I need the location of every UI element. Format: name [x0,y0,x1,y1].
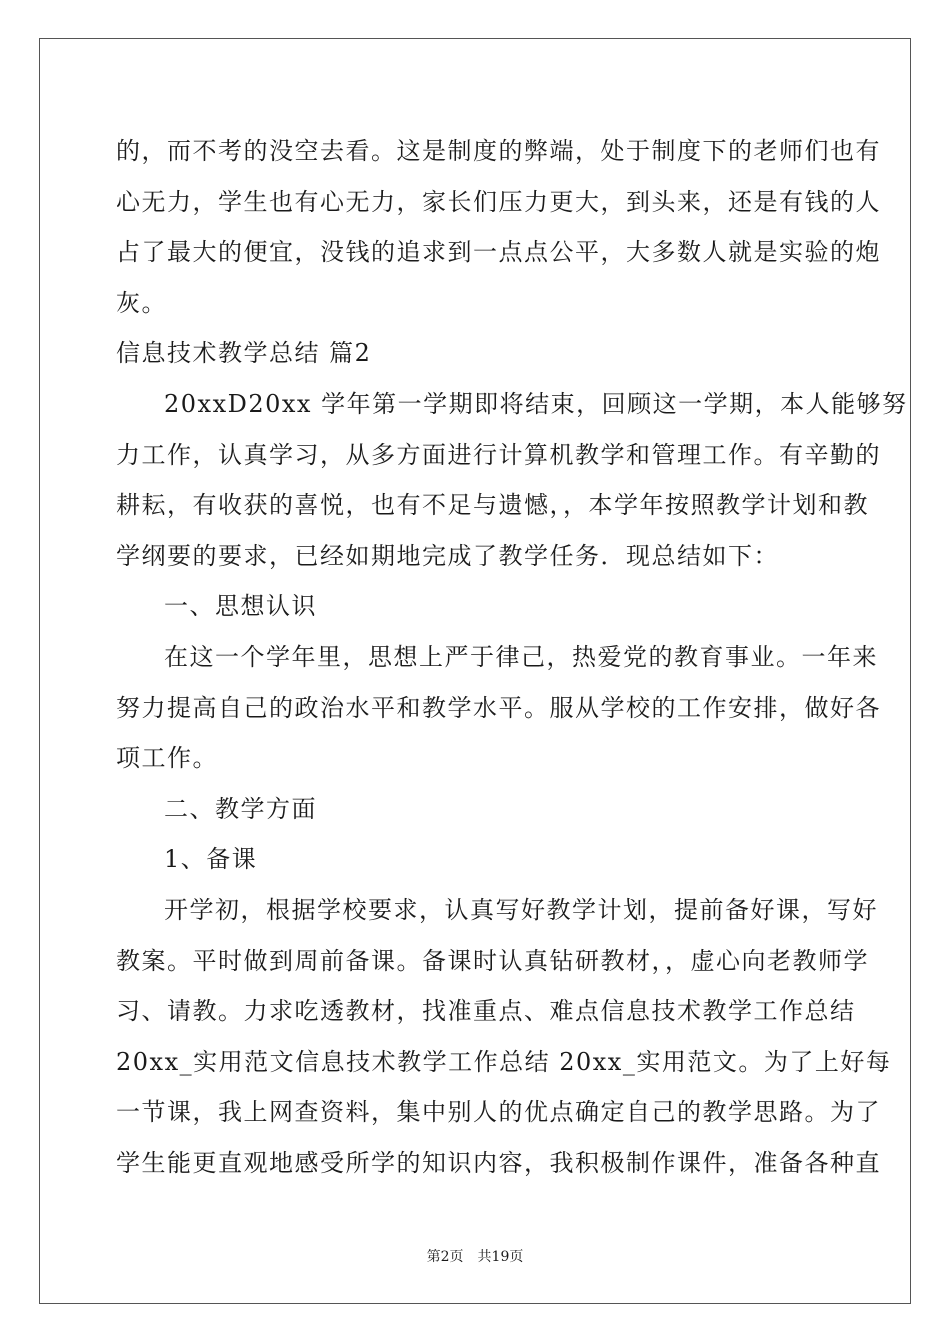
text-line: 灰。 [116,288,167,317]
subsection-heading: 二、教学方面 [164,794,317,823]
text-line: 20xx_实用范文信息技术教学工作总结 20xx_实用范文。为了上好每 [116,1047,892,1076]
text-line: 心无力，学生也有心无力，家长们压力更大，到头来，还是有钱的人 [116,187,881,216]
text-line: 学纲要的要求，已经如期地完成了教学任务．现总结如下： [116,541,779,570]
text-line: 教案。平时做到周前备课。备课时认真钻研教材，，虚心向老教师学 [116,946,869,975]
text-line: 占了最大的便宜，没钱的追求到一点点公平，大多数人就是实验的炮 [116,238,881,267]
document-body [116,126,908,1188]
text-line: 开学初，根据学校要求，认真写好教学计划，提前备好课，写好 [164,895,878,924]
text-line: 的，而不考的没空去看。这是制度的弊端，处于制度下的老师们也有 [116,137,881,165]
subsection-heading: 一、思想认识 [164,592,317,621]
text-line: 一节课，我上网查资料，集中别人的优点确定自己的教学思路。为了 [116,1098,881,1127]
text-line: 力工作，认真学习，从多方面进行计算机教学和管理工作。有辛勤的 [116,440,881,469]
text-line: 在这一个学年里，思想上严于律己，热爱党的教育事业。一年来 [164,642,878,671]
section-heading: 信息技术教学总结 篇2 [116,339,372,368]
text-line: 学生能更直观地感受所学的知识内容，我积极制作课件，准备各种直 [116,1148,881,1177]
page-number: 第2页 [426,1249,464,1265]
page-total: 共19页 [477,1249,524,1265]
page-footer [0,1246,950,1266]
subsection-heading: 1、备课 [164,845,258,874]
text-line: 耕耘，有收获的喜悦，也有不足与遗憾，，本学年按照教学计划和教 [116,491,869,520]
text-line: 20xxD20xx 学年第一学期即将结束，回顾这一学期，本人能够努 [164,389,908,418]
text-line: 项工作。 [116,744,218,773]
text-line: 努力提高自己的政治水平和教学水平。服从学校的工作安排，做好各 [116,693,881,722]
text-line: 习、请教。力求吃透教材，找准重点、难点信息技术教学工作总结 [116,997,856,1026]
